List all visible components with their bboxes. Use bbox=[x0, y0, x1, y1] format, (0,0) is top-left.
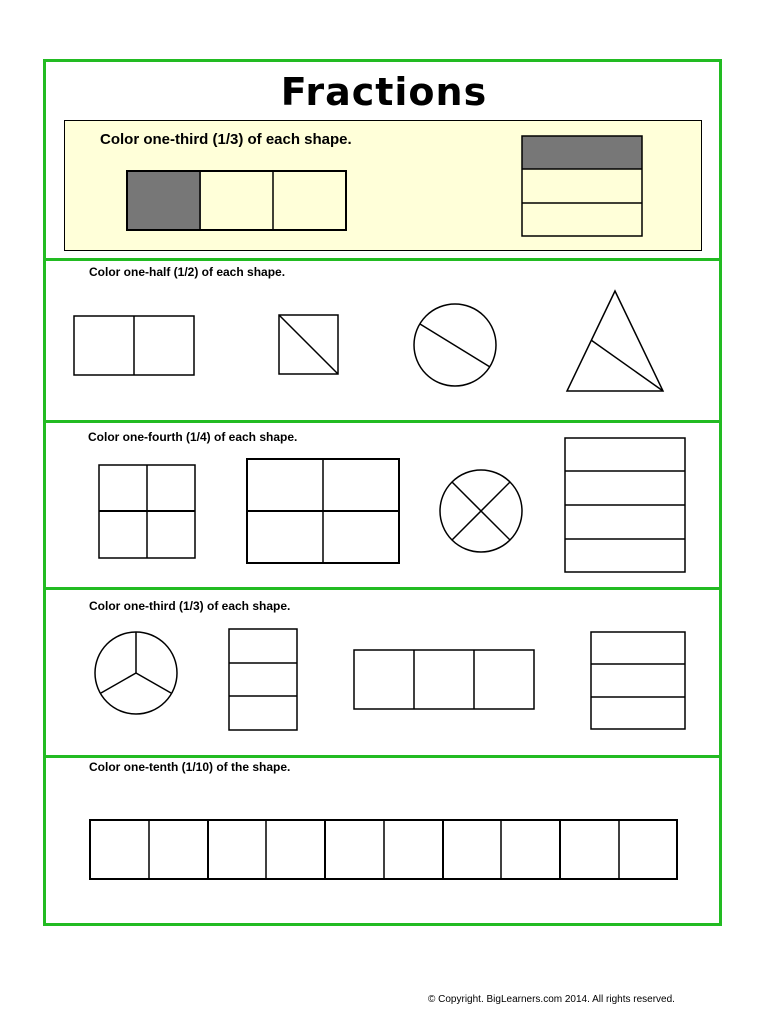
shaded-part bbox=[522, 136, 642, 169]
square-quarters bbox=[99, 465, 195, 558]
example-horizontal-thirds bbox=[127, 171, 346, 230]
page-title: Fractions bbox=[280, 70, 488, 114]
rectangle-three-rows bbox=[229, 629, 297, 730]
circle-quarters bbox=[440, 470, 522, 552]
shaded-part bbox=[127, 171, 201, 230]
thirds-instruction: Color one-third (1/3) of each shape. bbox=[89, 599, 291, 613]
circle-halves bbox=[414, 304, 496, 386]
triangle-halves bbox=[567, 291, 663, 391]
square-diagonal-halves bbox=[279, 315, 338, 374]
rectangle-ten-columns bbox=[90, 820, 677, 879]
rectangle-halves bbox=[74, 316, 194, 375]
rectangle-three-columns bbox=[354, 650, 534, 709]
rectangle-four-rows bbox=[565, 438, 685, 572]
example-vertical-thirds bbox=[522, 136, 642, 236]
rectangle-quarters bbox=[247, 459, 399, 563]
fourths-instruction: Color one-fourth (1/4) of each shape. bbox=[88, 430, 298, 444]
rectangle-three-rows-wide bbox=[591, 632, 685, 729]
circle-thirds bbox=[95, 632, 177, 714]
example-instruction: Color one-third (1/3) of each shape. bbox=[100, 131, 352, 148]
copyright-footer: © Copyright. BigLearners.com 2014. All rights reserved. bbox=[428, 994, 675, 1005]
tenths-instruction: Color one-tenth (1/10) of the shape. bbox=[89, 760, 291, 774]
halves-instruction: Color one-half (1/2) of each shape. bbox=[89, 265, 286, 279]
